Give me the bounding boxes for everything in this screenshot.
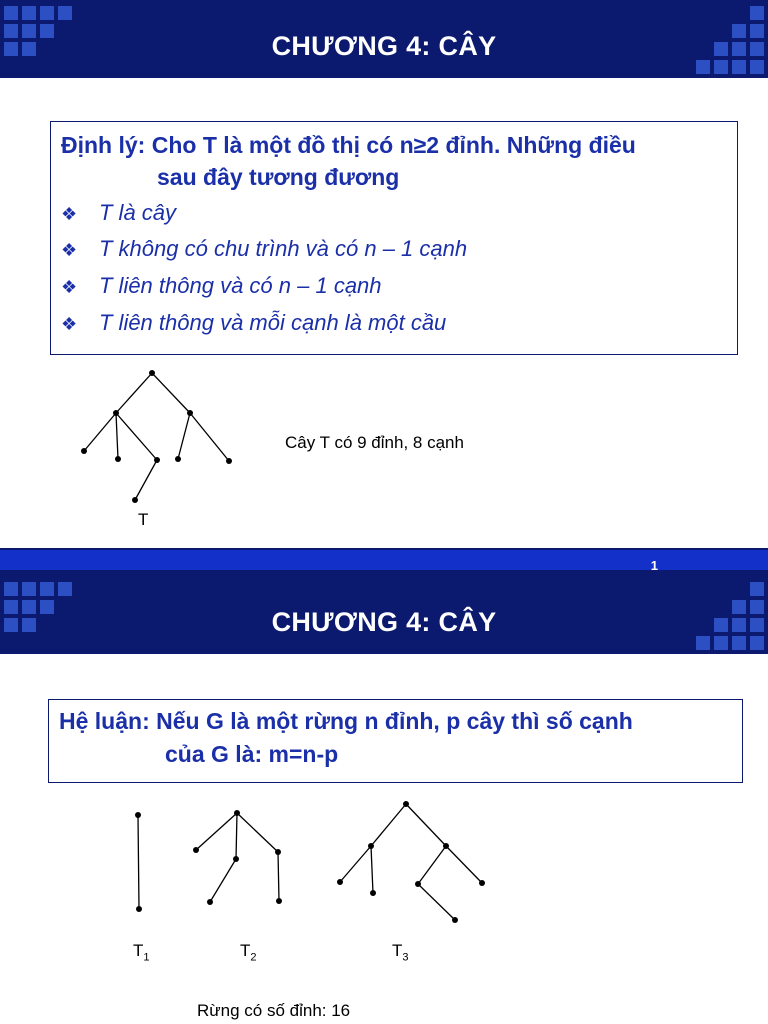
slide1-title: CHƯƠNG 4: CÂY	[271, 31, 497, 61]
tree-T1	[135, 812, 142, 912]
tree-T2	[193, 810, 282, 905]
slide2-header	[0, 576, 768, 654]
corollary-line1: Hệ luận: Nếu G là một rừng n đỉnh, p cây thì số cạnh	[59, 708, 633, 734]
tree-T3	[337, 801, 485, 923]
corollary-line2: của G là: m=n-p	[165, 741, 339, 767]
theorem-item: ❖ T liên thông và có n – 1 cạnh	[61, 273, 382, 298]
slide1-footer-bar	[0, 548, 768, 576]
tree-T-label: T	[138, 510, 149, 529]
slide2-title: CHƯƠNG 4: CÂY	[271, 607, 497, 637]
slide1-caption: Cây T có 9 đỉnh, 8 cạnh	[285, 433, 464, 452]
diamond-bullet-icon: ❖	[61, 204, 78, 224]
theorem-line1: Định lý: Cho T là một đồ thị có n≥2 đỉnh. Những điều	[61, 132, 636, 158]
slide2-caption: Rừng có số đỉnh: 16	[197, 1001, 351, 1020]
theorem-item: ❖ T liên thông và mỗi cạnh là một cầu	[61, 310, 447, 335]
tree-T2-label: $T_2$	[240, 941, 257, 964]
theorem-item: ❖ T không có chu trình và có n – 1 cạnh	[61, 236, 468, 261]
corollary-box	[48, 699, 743, 783]
diamond-bullet-icon: ❖	[61, 277, 78, 297]
diamond-bullet-icon: ❖	[61, 314, 78, 334]
tree-T1-label: $T_1$	[133, 941, 150, 964]
tree-T	[81, 370, 232, 503]
tree-T3-label: $T_3$	[392, 941, 409, 964]
theorem-line2: sau đây tương đương	[157, 164, 400, 190]
diamond-bullet-icon: ❖	[61, 240, 78, 260]
theorem-item: ❖ T là cây	[61, 200, 177, 225]
page-number: 1	[650, 558, 658, 573]
